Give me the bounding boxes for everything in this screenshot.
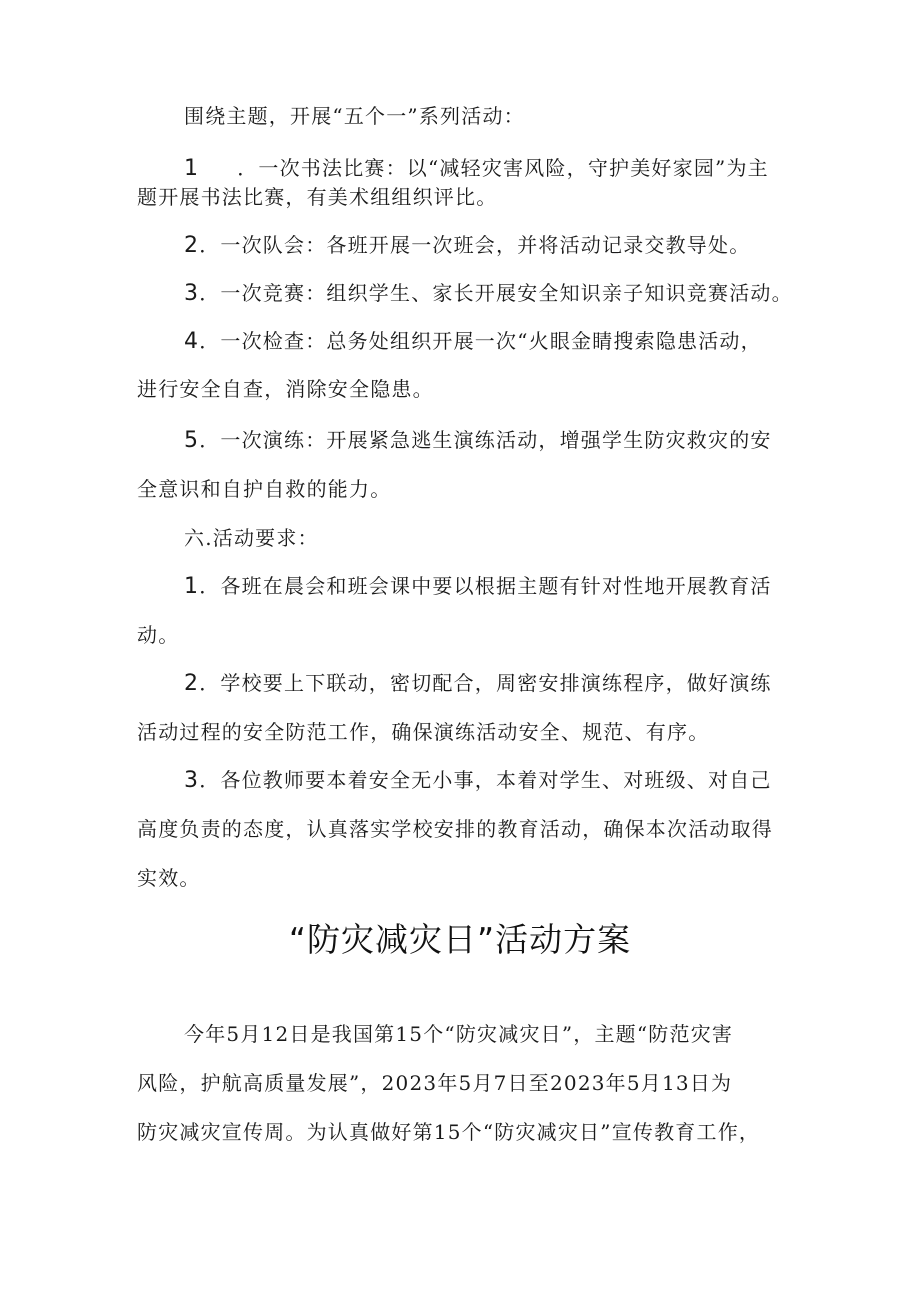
intro-line: 围绕主题，开展“五个一”系列活动： [184, 104, 525, 128]
req-1-number: 1 [184, 574, 200, 599]
doc2-para-line-2: 风险，护航高质量发展”，2023年5月7日至2023年5月13日为 [137, 1071, 733, 1095]
item-3-number: 3 [184, 281, 200, 306]
req-2-number: 2 [184, 671, 200, 696]
doc2-para-line-3: 防灾减灾宣传周。为认真做好第15个“防灾减灾日”宣传教育工作， [137, 1120, 761, 1144]
req-2-line-2: 活动过程的安全防范工作，确保演练活动安全、规范、有序。 [137, 720, 710, 744]
item-3 [184, 280, 844, 307]
req-3-number: 3 [184, 768, 200, 793]
item-2 [184, 232, 844, 259]
req-2-text: ．学校要上下联动，密切配合，周密安排演练程序，做好演练 [199, 671, 772, 695]
req-1-line-1 [184, 573, 844, 600]
section-6-heading: 六.活动要求： [184, 526, 319, 550]
item-1-text: ．一次书法比赛：以“减轻灾害风险，守护美好家园”为主 [237, 156, 769, 180]
item-1-line-2: 题开展书法比赛，有美术组组织评比。 [137, 185, 498, 209]
item-5-number: 5 [184, 428, 200, 453]
item-4-number: 4 [184, 329, 200, 354]
item-4-line-2: 进行安全自查，消除安全隐患。 [137, 377, 434, 401]
item-5-line-2: 全意识和自护自救的能力。 [137, 477, 392, 501]
req-3-line-2: 高度负责的态度，认真落实学校安排的教育活动，确保本次活动取得 [137, 817, 773, 841]
req-1-text: ．各班在晨会和班会课中要以根据主题有针对性地开展教育活 [199, 574, 772, 598]
req-3-line-3: 实效。 [137, 866, 201, 890]
item-2-text: ．一次队会：各班开展一次班会，并将活动记录交教导处。 [199, 233, 751, 257]
item-5-text: ．一次演练：开展紧急逃生演练活动，增强学生防灾救灾的安 [199, 428, 772, 452]
doc2-para-line-1: 今年5月12日是我国第15个“防灾减灾日”，主题“防范灾害 [184, 1022, 734, 1046]
item-5-line-1 [184, 427, 844, 454]
item-4-text: ．一次检查：总务处组织开展一次“火眼金睛搜索隐患活动， [199, 329, 762, 353]
document-title: “防灾减灾日”活动方案 [288, 920, 632, 959]
item-1-line-1 [184, 155, 844, 182]
item-4-line-1 [184, 328, 844, 355]
req-3-text: ．各位教师要本着安全无小事，本着对学生、对班级、对自己 [199, 768, 772, 792]
item-1-number: 1 [184, 156, 200, 181]
req-3-line-1 [184, 767, 844, 794]
item-2-number: 2 [184, 233, 200, 258]
item-3-text: ．一次竞赛：组织学生、家长开展安全知识亲子知识竞赛活动。 [199, 281, 793, 305]
req-1-line-2: 动。 [137, 623, 180, 647]
req-2-line-1 [184, 670, 844, 697]
